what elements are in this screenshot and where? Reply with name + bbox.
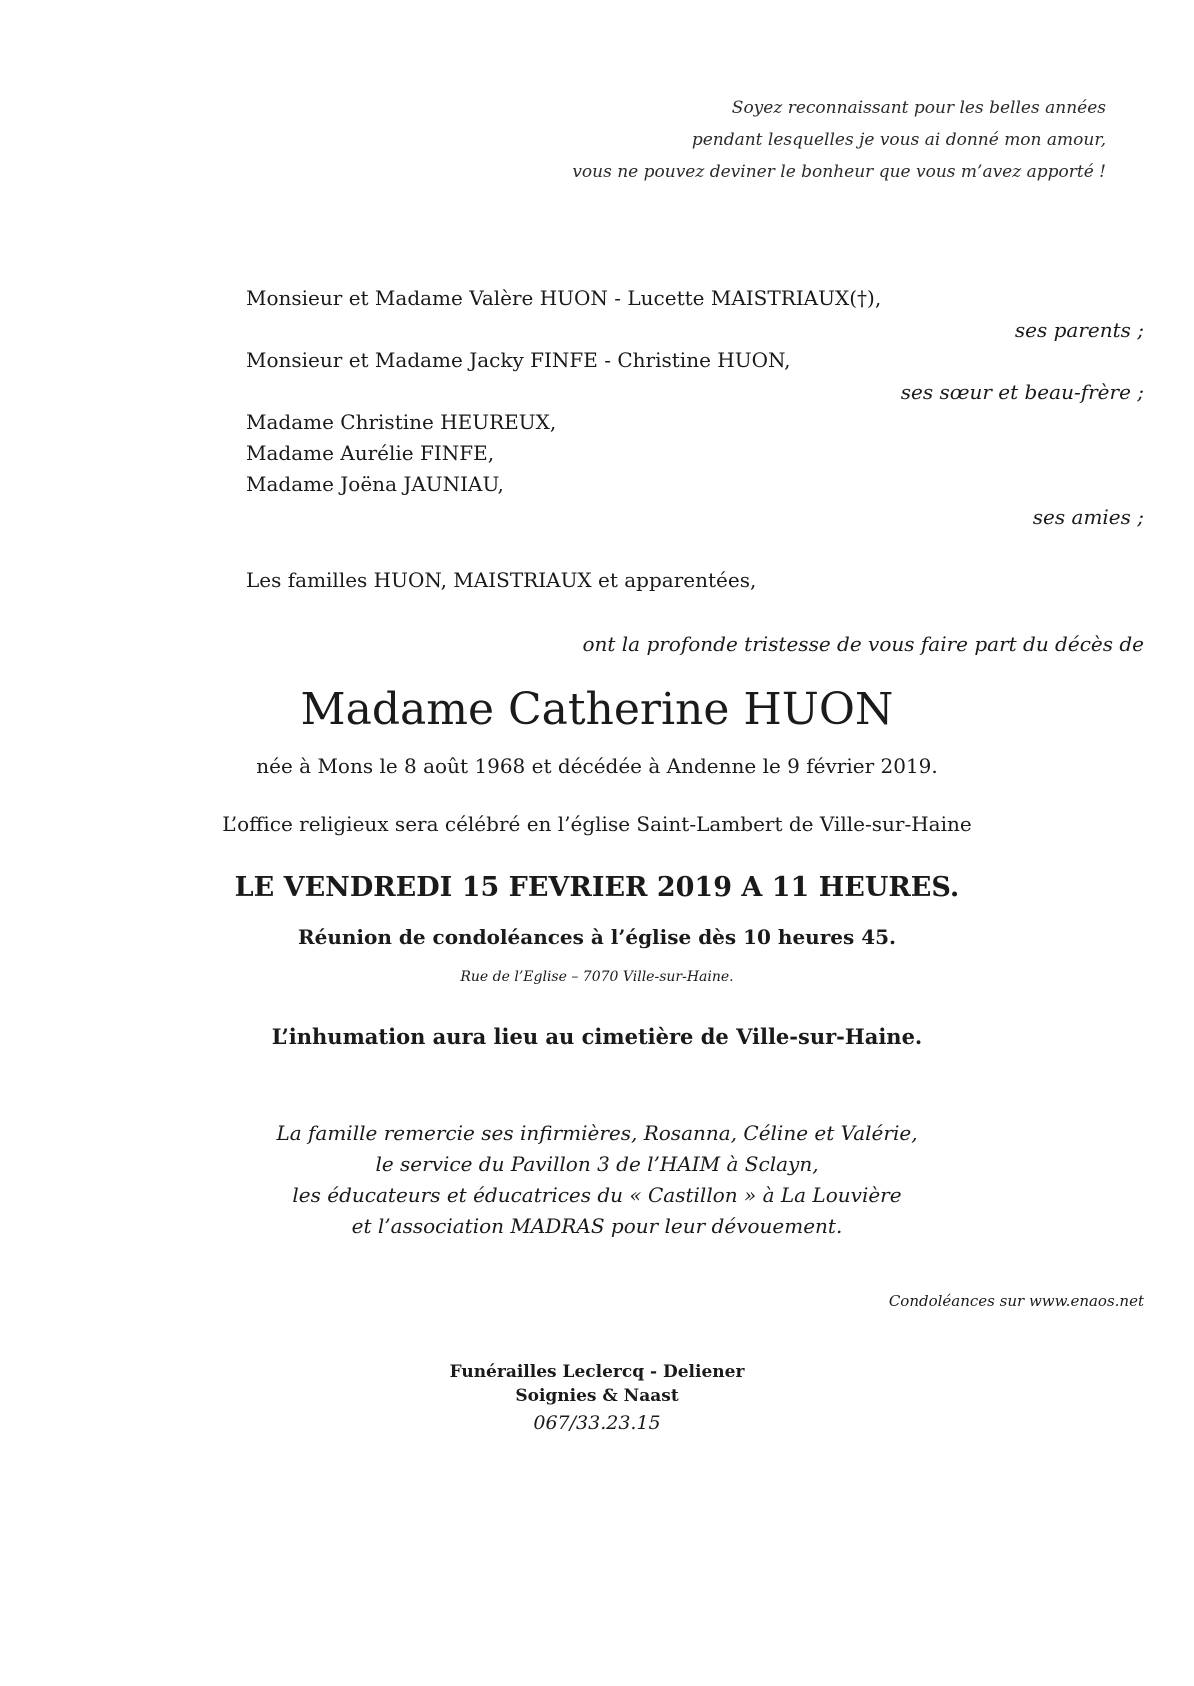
thanks-line: et l’association MADRAS pour leur dévouement. — [351, 1214, 843, 1238]
sister-relation: ses sœur et beau-frère ; — [900, 380, 1144, 404]
thanks-line: La famille remercie ses infirmières, Rosanna, Céline et Valérie, — [276, 1121, 918, 1145]
funeral-home-name: Funérailles Leclercq - Deliener — [449, 1362, 745, 1382]
friend-line: Madame Aurélie FINFE, — [246, 441, 495, 465]
friends-relation: ses amies ; — [1032, 505, 1144, 529]
funeral-home-locations: Soignies & Naast — [515, 1386, 679, 1406]
burial-line: L’inhumation aura lieu au cimetière de Ville-sur-Haine. — [271, 1024, 923, 1049]
sister-line: Monsieur et Madame Jacky FINFE - Christine HUON, — [246, 348, 791, 372]
parents-line: Monsieur et Madame Valère HUON - Lucette MAISTRIAUX(†), — [246, 286, 882, 310]
friend-line: Madame Christine HEUREUX, — [246, 410, 557, 434]
funeral-home-phone: 067/33.23.15 — [533, 1412, 661, 1434]
office-line: L’office religieux sera célébré en l’église Saint-Lambert de Ville-sur-Haine — [222, 812, 972, 836]
epigraph-line: vous ne pouvez deviner le bonheur que vous m’avez apporté ! — [572, 162, 1106, 182]
church-address: Rue de l’Eglise – 7070 Ville-sur-Haine. — [460, 969, 734, 985]
ceremony-date: LE VENDREDI 15 FEVRIER 2019 A 11 HEURES. — [234, 872, 960, 903]
deceased-name: Madame Catherine HUON — [300, 684, 894, 735]
condolence-meeting: Réunion de condoléances à l’église dès 10 heures 45. — [297, 925, 897, 949]
friend-line: Madame Joëna JAUNIAU, — [246, 472, 504, 496]
epigraph-line: pendant lesquelles je vous ai donné mon amour, — [691, 130, 1106, 150]
families-line: Les familles HUON, MAISTRIAUX et apparentées, — [246, 568, 757, 592]
condolences-website: Condoléances sur www.enaos.net — [888, 1292, 1144, 1310]
parents-relation: ses parents ; — [1014, 318, 1144, 342]
thanks-line: les éducateurs et éducatrices du « Castillon » à La Louvière — [292, 1183, 902, 1207]
thanks-line: le service du Pavillon 3 de l’HAIM à Sclayn, — [375, 1152, 819, 1176]
epigraph-line: Soyez reconnaissant pour les belles années — [731, 98, 1106, 118]
birth-death-line: née à Mons le 8 août 1968 et décédée à Andenne le 9 février 2019. — [256, 754, 938, 778]
announcement-line: ont la profonde tristesse de vous faire part du décès de — [582, 632, 1144, 656]
